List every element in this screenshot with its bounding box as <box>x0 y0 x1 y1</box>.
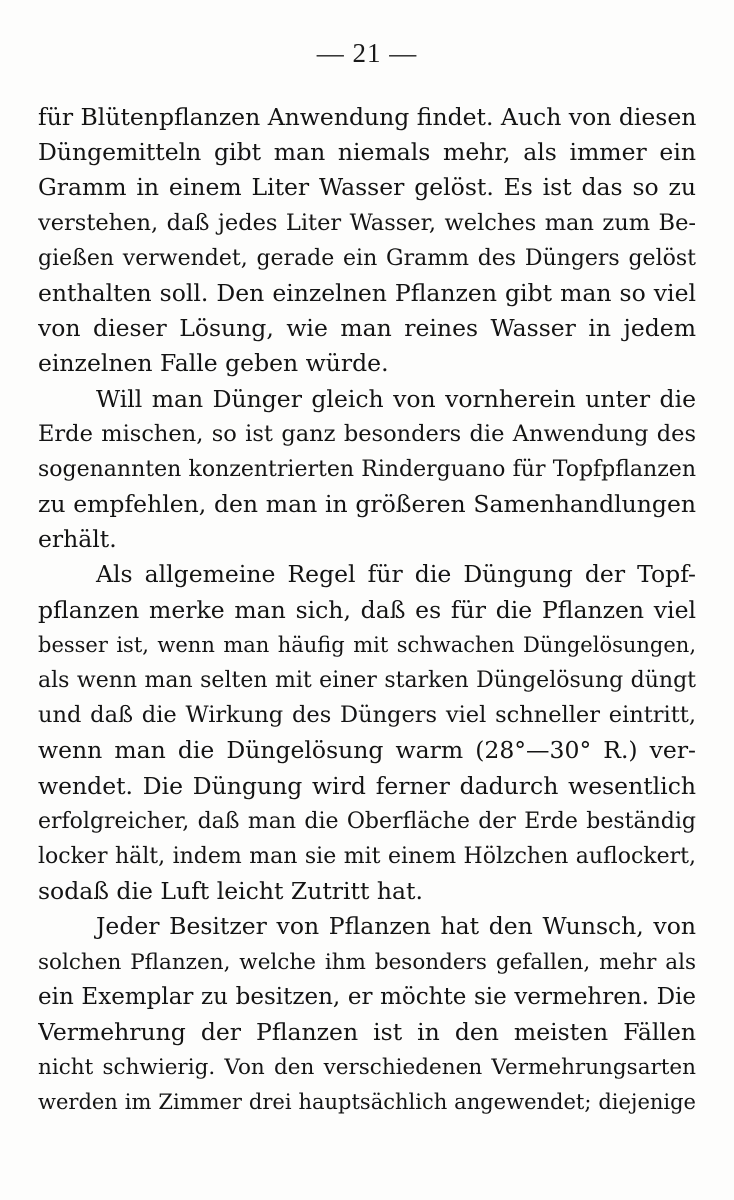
text-line: sodaß die Luft leicht Zutritt hat. <box>38 877 423 906</box>
paragraph-2 <box>38 382 696 558</box>
text-line: locker hält, indem man sie mit einem Hölzchen auflockert, <box>38 843 696 869</box>
paragraph-4 <box>38 909 696 1120</box>
text-line: einzelnen Falle geben würde. <box>38 349 389 378</box>
text-line: besser ist, wenn man häufig mit schwachen Düngelösungen, <box>38 632 696 657</box>
page-number: — 21 — <box>316 38 418 68</box>
text-line: wendet. Die Düngung wird ferner dadurch wesentlich <box>38 771 696 800</box>
text-line: Vermehrung der Pflanzen ist in den meisten Fällen <box>38 1017 696 1046</box>
text-line: erhält. <box>38 525 117 554</box>
text-line: wenn man die Düngelösung warm (28°—30° R.) ver- <box>38 736 696 765</box>
text-line: Jeder Besitzer von Pflanzen hat den Wunsch, von <box>96 912 696 941</box>
text-line: ein Exemplar zu besitzen, er möchte sie vermehren. Die <box>38 983 696 1010</box>
paragraph-3 <box>38 557 696 909</box>
text-line: Gramm in einem Liter Wasser gelöst. Es ist das so zu <box>38 173 696 202</box>
text-line: Will man Dünger gleich von vornherein unter die <box>96 384 696 413</box>
text-line: für Blütenpflanzen Anwendung findet. Auch von diesen <box>38 103 696 131</box>
text-line: sogenannten konzentrierten Rinderguano für Topfpflanzen <box>38 456 696 482</box>
body-text <box>38 100 696 1120</box>
text-line: solchen Pflanzen, welche ihm besonders gefallen, mehr als <box>38 949 696 975</box>
paragraph-1 <box>38 100 696 382</box>
text-line: Düngemitteln gibt man niemals mehr, als immer ein <box>38 138 696 167</box>
text-line: gießen verwendet, gerade ein Gramm des Düngers gelöst <box>38 245 696 271</box>
text-line: Als allgemeine Regel für die Düngung der Topf- <box>96 560 696 589</box>
text-line: als wenn man selten mit einer starken Düngelösung düngt <box>38 668 696 693</box>
text-line: enthalten soll. Den einzelnen Pflanzen gibt man so viel <box>38 278 696 307</box>
text-line: Erde mischen, so ist ganz besonders die Anwendung des <box>38 420 696 447</box>
text-line: werden im Zimmer drei hauptsächlich angewendet; diejenige <box>38 1090 696 1115</box>
text-line: und daß die Wirkung des Düngers viel schneller eintritt, <box>38 702 696 729</box>
text-line: pflanzen merke man sich, daß es für die Pflanzen viel <box>38 595 696 624</box>
text-line: von dieser Lösung, wie man reines Wasser in jedem <box>38 314 696 343</box>
text-line: verstehen, daß jedes Liter Wasser, welches man zum Be- <box>38 209 696 236</box>
text-line: nicht schwierig. Von den verschiedenen Vermehrungsarten <box>38 1055 696 1081</box>
text-line: zu empfehlen, den man in größeren Samenhandlungen <box>38 490 696 519</box>
text-line: erfolgreicher, daß man die Oberfläche der Erde beständig <box>38 808 696 834</box>
